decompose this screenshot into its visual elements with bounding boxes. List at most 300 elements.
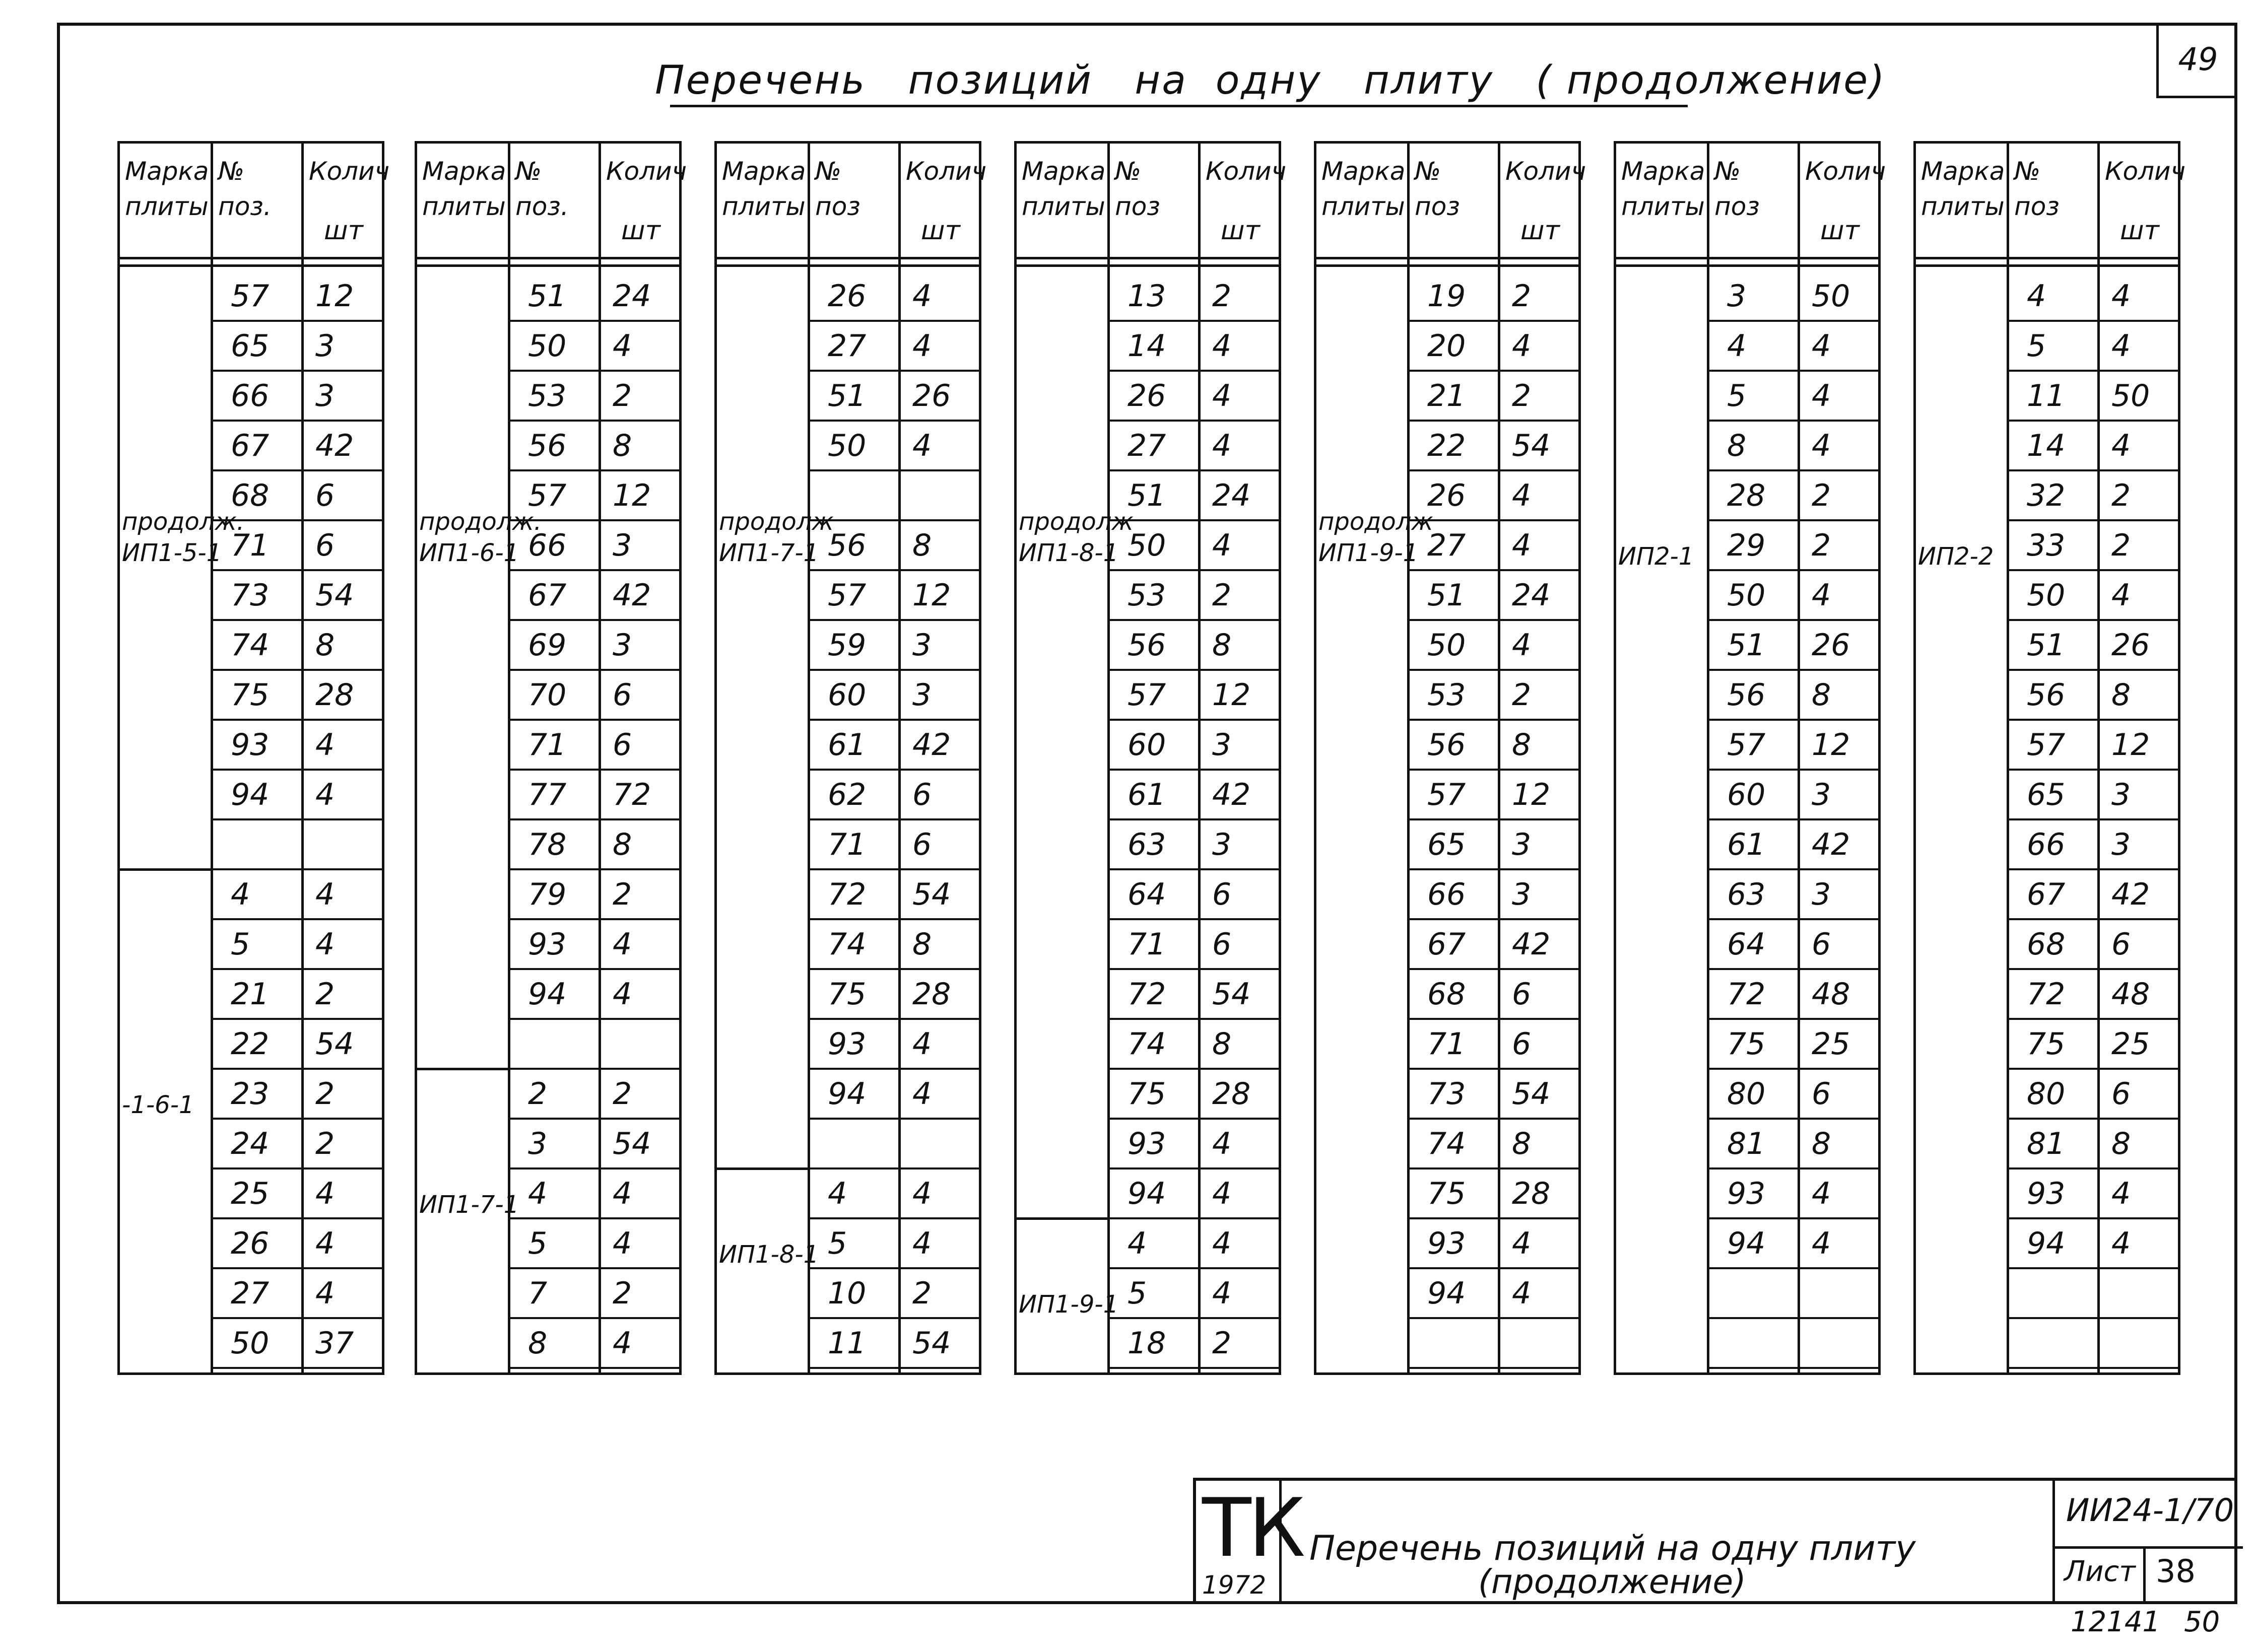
position-number: 75	[1727, 1026, 1766, 1062]
table-row	[2007, 1269, 2178, 1319]
quantity: 4	[315, 777, 335, 812]
quantity: 4	[912, 278, 932, 314]
quantity: 4	[1212, 1126, 1232, 1161]
table-row	[508, 422, 679, 471]
quantity: 54	[912, 1325, 951, 1361]
table-row	[211, 372, 382, 422]
quantity: 42	[2111, 876, 2150, 912]
position-number: 75	[828, 976, 867, 1012]
quantity: 4	[2111, 577, 2131, 613]
plate-mark-line: -1-6-1	[122, 1091, 194, 1119]
quantity: 4	[1812, 1225, 1831, 1261]
quantity: 6	[1512, 976, 1532, 1012]
position-number: 65	[1427, 827, 1466, 862]
position-number: 21	[231, 976, 270, 1012]
position-number: 72	[1727, 976, 1766, 1012]
quantity: 6	[2111, 926, 2131, 962]
quantity: 8	[912, 926, 932, 962]
position-number: 27	[231, 1275, 270, 1311]
quantity: 3	[1512, 827, 1532, 862]
header-mark-line1: Марка	[1921, 157, 2005, 186]
position-number: 5	[231, 926, 250, 962]
position-number: 71	[231, 527, 270, 563]
position-number: 73	[231, 577, 270, 613]
quantity: 8	[1212, 1026, 1232, 1062]
table-row	[508, 372, 679, 422]
quantity: 37	[315, 1325, 354, 1361]
position-number: 67	[1427, 926, 1466, 962]
table-row	[1107, 771, 1279, 820]
header-mark-line2: плиты	[1921, 192, 2005, 221]
table-row	[508, 771, 679, 820]
table-row	[211, 870, 382, 920]
position-number: 4	[528, 1176, 548, 1211]
position-number: 56	[2027, 677, 2066, 713]
quantity: 28	[912, 976, 951, 1012]
position-number: 62	[828, 777, 867, 812]
table-row	[211, 1020, 382, 1070]
position-number: 81	[2027, 1126, 2066, 1161]
position-number: 20	[1427, 328, 1466, 364]
quantity: 28	[1212, 1076, 1251, 1112]
table-row	[808, 721, 979, 771]
quantity: 2	[315, 1076, 335, 1112]
table-row	[1407, 422, 1578, 471]
table-row	[211, 1269, 382, 1319]
quantity: 42	[912, 727, 951, 763]
quantity: 8	[912, 527, 932, 563]
quantity: 4	[1512, 527, 1532, 563]
quantity: 3	[315, 328, 335, 364]
quantity: 4	[613, 926, 632, 962]
header-rule	[1316, 264, 1578, 267]
quantity: 2	[1212, 1325, 1232, 1361]
position-number: 13	[1127, 278, 1166, 314]
table-row	[808, 272, 979, 322]
title-underline	[670, 105, 1688, 107]
table-row	[1707, 621, 1878, 671]
position-number: 71	[1127, 926, 1166, 962]
quantity: 4	[613, 328, 632, 364]
table-row	[211, 721, 382, 771]
position-number: 56	[1427, 727, 1466, 763]
position-number: 57	[1127, 677, 1166, 713]
quantity: 4	[912, 1176, 932, 1211]
position-number: 57	[828, 577, 867, 613]
header-qty-line1: Колич	[2105, 157, 2186, 186]
quantity: 54	[1512, 1076, 1551, 1112]
quantity: 8	[315, 627, 335, 663]
table-row	[508, 920, 679, 970]
table-row	[2007, 970, 2178, 1020]
plate-mark-line: ИП1-9-1	[1019, 1290, 1119, 1319]
table-row	[1107, 1319, 1279, 1369]
header-mark-line2: плиты	[722, 192, 806, 221]
quantity: 2	[315, 976, 335, 1012]
table-row	[1707, 322, 1878, 372]
table-row	[508, 1020, 679, 1070]
position-number: 94	[528, 976, 567, 1012]
quantity: 4	[315, 1275, 335, 1311]
table-row	[1407, 571, 1578, 621]
header-mark-line1: Марка	[1321, 157, 1406, 186]
table-row	[808, 820, 979, 870]
position-number: 50	[1427, 627, 1466, 663]
stamp-divider	[2055, 1546, 2243, 1549]
position-number: 94	[1427, 1275, 1466, 1311]
quantity: 48	[2111, 976, 2150, 1012]
position-number: 50	[1727, 577, 1766, 613]
header-pos-line1: №	[1714, 157, 1741, 186]
position-number: 79	[528, 876, 567, 912]
quantity: 6	[2111, 1076, 2131, 1112]
stamp-right-block	[2052, 1481, 2243, 1604]
table-row	[1107, 1070, 1279, 1120]
stamp-title-line1: Перечень позиций на одну плиту	[1309, 1529, 1916, 1568]
position-number: 19	[1427, 278, 1466, 314]
quantity: 8	[2111, 677, 2131, 713]
table-row	[2007, 671, 2178, 721]
quantity: 3	[1212, 827, 1232, 862]
position-number: 50	[1127, 527, 1166, 563]
quantity: 3	[2111, 777, 2131, 812]
header-rule	[120, 257, 382, 259]
table-row	[1707, 970, 1878, 1020]
table-row	[1407, 1020, 1578, 1070]
position-number: 11	[828, 1325, 867, 1361]
table-row	[2007, 621, 2178, 671]
header-mark-line1: Марка	[125, 157, 209, 186]
position-number: 72	[1127, 976, 1166, 1012]
header-qty-line2: шт	[1820, 216, 1860, 246]
table-row	[2007, 920, 2178, 970]
positions-table	[117, 141, 390, 1375]
header-rule	[717, 264, 979, 267]
header-pos-line2: поз.	[218, 192, 272, 221]
position-number: 5	[1727, 378, 1747, 414]
table-row	[1407, 372, 1578, 422]
header-qty-line1: Колич	[606, 157, 687, 186]
table-row	[808, 372, 979, 422]
table-row	[211, 1219, 382, 1269]
position-number: 94	[2027, 1225, 2066, 1261]
header-rule	[417, 257, 679, 259]
table-row	[808, 870, 979, 920]
position-number: 63	[1127, 827, 1166, 862]
quantity: 8	[1812, 677, 1831, 713]
quantity: 4	[315, 727, 335, 763]
header-mark-line2: плиты	[1022, 192, 1105, 221]
table-row	[1407, 1269, 1578, 1319]
quantity: 6	[1812, 926, 1831, 962]
table-row	[808, 771, 979, 820]
quantity: 3	[315, 378, 335, 414]
position-number: 57	[1427, 777, 1466, 812]
header-mark-line1: Марка	[1022, 157, 1106, 186]
position-number: 57	[231, 278, 270, 314]
plate-mark-label	[1918, 541, 1994, 572]
plate-mark-label	[419, 506, 542, 569]
position-number: 5	[1127, 1275, 1147, 1311]
table-row	[2007, 422, 2178, 471]
quantity: 2	[613, 1076, 632, 1112]
table-row	[508, 272, 679, 322]
quantity: 6	[315, 477, 335, 513]
positions-table	[1614, 141, 1886, 1375]
table-row	[808, 1120, 979, 1169]
table-row	[1707, 1319, 1878, 1369]
position-number: 4	[231, 876, 250, 912]
quantity: 4	[912, 428, 932, 463]
table-row	[211, 422, 382, 471]
table-row	[2007, 571, 2178, 621]
quantity: 3	[2111, 827, 2131, 862]
group-separator	[120, 868, 211, 871]
position-number: 73	[1427, 1076, 1466, 1112]
plate-mark-label	[1618, 541, 1694, 572]
quantity: 12	[2111, 727, 2150, 763]
table-row	[1707, 272, 1878, 322]
quantity: 4	[315, 1176, 335, 1211]
table-row	[808, 1319, 979, 1369]
header-pos-line1: №	[515, 157, 542, 186]
plate-mark-line: ИП1-8-1	[1019, 539, 1119, 567]
position-number: 68	[1427, 976, 1466, 1012]
header-pos-line1: №	[1115, 157, 1142, 186]
quantity: 4	[315, 926, 335, 962]
table-row	[1707, 671, 1878, 721]
table-row	[808, 571, 979, 621]
plate-mark-label	[1019, 506, 1134, 569]
position-number: 23	[231, 1076, 270, 1112]
table-row	[2007, 1319, 2178, 1369]
position-number: 57	[528, 477, 567, 513]
table-row	[1107, 1120, 1279, 1169]
quantity: 4	[613, 1225, 632, 1261]
position-number: 4	[1727, 328, 1747, 364]
position-number: 74	[231, 627, 270, 663]
position-number: 14	[2027, 428, 2066, 463]
position-number: 5	[528, 1225, 548, 1261]
stamp-logo-text: ТК	[1202, 1481, 1303, 1575]
quantity: 4	[1512, 1275, 1532, 1311]
quantity: 4	[1812, 428, 1831, 463]
table-row	[1707, 1269, 1878, 1319]
quantity: 8	[613, 827, 632, 862]
sheet-number: 49	[2156, 23, 2237, 98]
header-pos-line2: поз.	[515, 192, 569, 221]
quantity: 4	[2111, 1225, 2131, 1261]
table-row	[1407, 870, 1578, 920]
plate-mark-line: ИП1-7-1	[419, 1191, 519, 1219]
quantity: 54	[613, 1126, 651, 1161]
table-row	[808, 322, 979, 372]
plate-mark-line: ИП1-9-1	[1318, 539, 1419, 567]
table-row	[1707, 920, 1878, 970]
quantity: 42	[315, 428, 354, 463]
position-number: 67	[2027, 876, 2066, 912]
position-number: 27	[1427, 527, 1466, 563]
table-row	[1407, 820, 1578, 870]
table-row	[1407, 1169, 1578, 1219]
position-number: 61	[1127, 777, 1166, 812]
quantity: 6	[1512, 1026, 1532, 1062]
table-row	[1407, 721, 1578, 771]
table-row	[1407, 322, 1578, 372]
quantity: 8	[613, 428, 632, 463]
header-rule	[717, 257, 979, 259]
position-number: 78	[528, 827, 567, 862]
table-row	[1407, 272, 1578, 322]
position-number: 81	[1727, 1126, 1766, 1161]
position-number: 93	[528, 926, 567, 962]
footer-page-number: 50	[2184, 1606, 2220, 1638]
table-row	[508, 1120, 679, 1169]
positions-table	[1314, 141, 1586, 1375]
position-number: 2	[528, 1076, 548, 1112]
table-row	[1707, 1020, 1878, 1070]
header-rule	[1017, 264, 1279, 267]
table-row	[1107, 322, 1279, 372]
position-number: 56	[828, 527, 867, 563]
quantity: 4	[1512, 1225, 1532, 1261]
plate-mark-label	[1019, 1289, 1118, 1320]
table-row	[1107, 272, 1279, 322]
table-row	[808, 1219, 979, 1269]
plate-mark-line: ИП2-1	[1618, 542, 1694, 571]
plate-mark-line: продолж	[1318, 508, 1433, 536]
quantity: 2	[613, 876, 632, 912]
table-row	[1707, 1120, 1878, 1169]
table-row	[211, 1120, 382, 1169]
position-number: 5	[2027, 328, 2046, 364]
position-number: 70	[528, 677, 567, 713]
quantity: 2	[1512, 278, 1532, 314]
position-number: 61	[828, 727, 867, 763]
quantity: 6	[1812, 1076, 1831, 1112]
position-number: 93	[2027, 1176, 2066, 1211]
position-number: 93	[231, 727, 270, 763]
plate-mark-line: ИП1-7-1	[719, 539, 819, 567]
stamp-vdivider	[2143, 1546, 2146, 1604]
position-number: 68	[2027, 926, 2066, 962]
table-row	[211, 621, 382, 671]
table-row	[808, 1070, 979, 1120]
sheet-label: Лист	[2064, 1555, 2136, 1588]
position-number: 4	[1127, 1225, 1147, 1261]
quantity: 72	[613, 777, 651, 812]
plate-mark-line: продолж	[719, 508, 834, 536]
quantity: 54	[315, 1026, 354, 1062]
header-qty-line2: шт	[921, 216, 960, 246]
position-number: 18	[1127, 1325, 1166, 1361]
quantity: 2	[2111, 477, 2131, 513]
footer-inventory-number: 12141	[2071, 1606, 2161, 1638]
table-row	[1707, 820, 1878, 870]
table-row	[2007, 372, 2178, 422]
table-row	[2007, 521, 2178, 571]
position-number: 50	[528, 328, 567, 364]
quantity: 2	[315, 1126, 335, 1161]
table-row	[2007, 870, 2178, 920]
quantity: 42	[1812, 827, 1850, 862]
position-number: 8	[528, 1325, 548, 1361]
quantity: 28	[1512, 1176, 1551, 1211]
quantity: 50	[1812, 278, 1850, 314]
table-row	[211, 820, 382, 870]
position-number: 75	[2027, 1026, 2066, 1062]
position-number: 63	[1727, 876, 1766, 912]
quantity: 4	[1212, 328, 1232, 364]
header-pos-line2: поз	[2014, 192, 2060, 221]
position-number: 67	[528, 577, 567, 613]
position-number: 57	[2027, 727, 2066, 763]
quantity: 4	[1212, 1225, 1232, 1261]
group-separator	[1017, 1217, 1107, 1220]
quantity: 8	[1812, 1126, 1831, 1161]
table-row	[508, 870, 679, 920]
table-row	[1707, 1219, 1878, 1269]
quantity: 26	[1812, 627, 1850, 663]
quantity: 3	[1212, 727, 1232, 763]
plate-mark-label	[122, 1089, 194, 1121]
position-number: 29	[1727, 527, 1766, 563]
quantity: 4	[1512, 477, 1532, 513]
table-row	[508, 970, 679, 1020]
quantity: 4	[912, 1225, 932, 1261]
position-number: 64	[1127, 876, 1166, 912]
position-number: 64	[1727, 926, 1766, 962]
table-row	[1107, 1169, 1279, 1219]
quantity: 2	[613, 1275, 632, 1311]
quantity: 4	[613, 1176, 632, 1211]
header-rule	[1316, 257, 1578, 259]
table-row	[1707, 1070, 1878, 1120]
position-number: 11	[2027, 378, 2066, 414]
table-row	[808, 920, 979, 970]
table-row	[808, 970, 979, 1020]
position-number: 56	[1127, 627, 1166, 663]
position-number: 74	[828, 926, 867, 962]
table-row	[808, 1269, 979, 1319]
position-number: 51	[1127, 477, 1166, 513]
table-row	[1707, 521, 1878, 571]
quantity: 6	[613, 727, 632, 763]
header-rule	[1916, 264, 2178, 267]
quantity: 2	[1812, 477, 1831, 513]
table-row	[211, 322, 382, 372]
quantity: 8	[2111, 1126, 2131, 1161]
position-number: 51	[1427, 577, 1466, 613]
position-number: 50	[231, 1325, 270, 1361]
table-row	[2007, 820, 2178, 870]
table-row	[1407, 920, 1578, 970]
table-row	[1107, 970, 1279, 1020]
header-qty-line1: Колич	[1805, 157, 1886, 186]
quantity: 4	[2111, 278, 2131, 314]
position-number: 51	[828, 378, 867, 414]
position-number: 71	[828, 827, 867, 862]
table-row	[1707, 721, 1878, 771]
quantity: 6	[1212, 926, 1232, 962]
table-row	[508, 1070, 679, 1120]
quantity: 3	[1812, 777, 1831, 812]
quantity: 6	[315, 527, 335, 563]
position-number: 24	[231, 1126, 270, 1161]
table-row	[508, 571, 679, 621]
position-number: 14	[1127, 328, 1166, 364]
position-number: 7	[528, 1275, 548, 1311]
